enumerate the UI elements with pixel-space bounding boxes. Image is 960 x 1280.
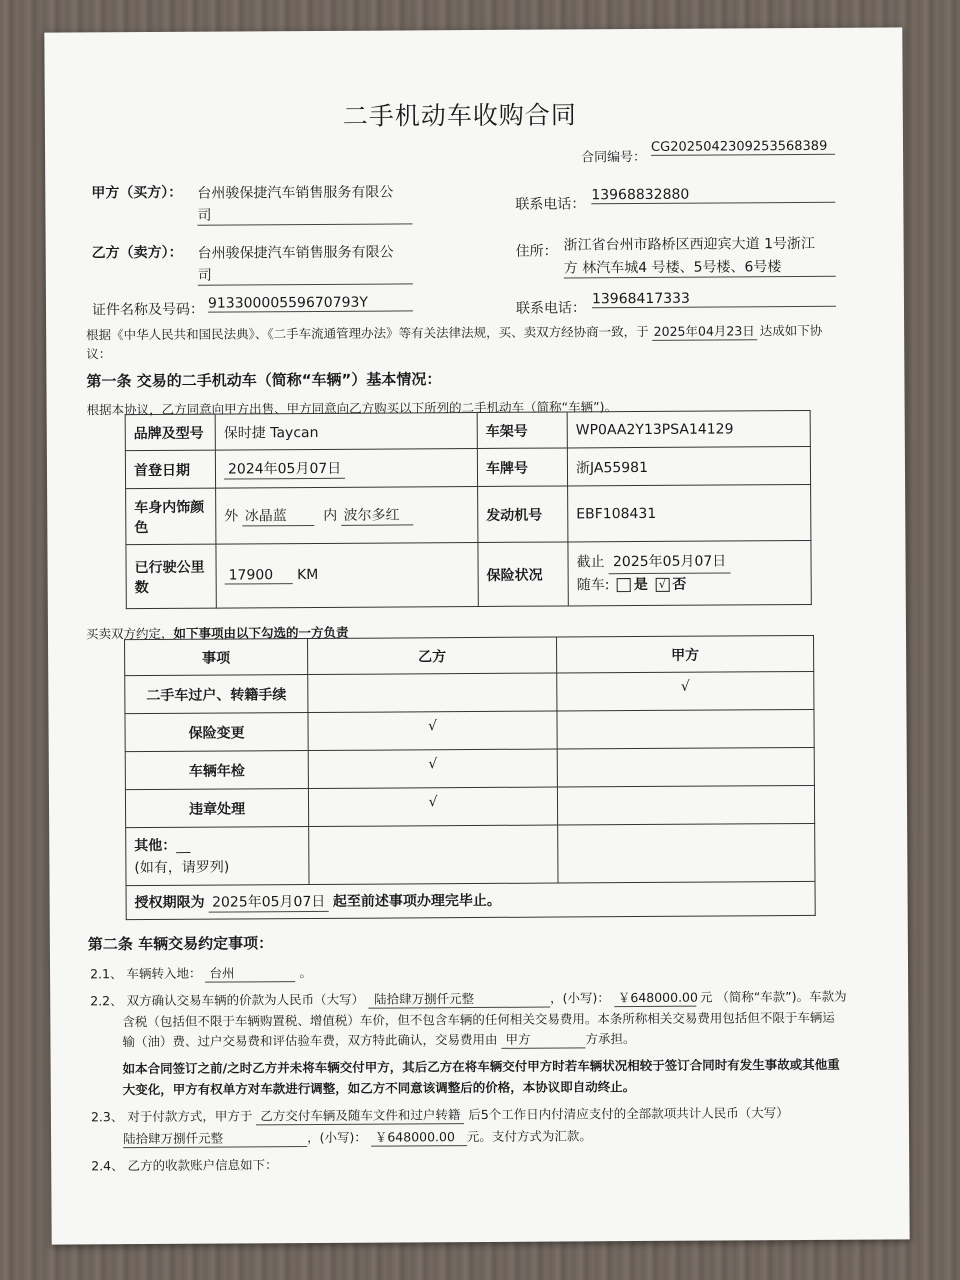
engine-label: 发动机号 — [478, 486, 568, 543]
duty-other-party-b — [309, 825, 558, 885]
preamble-text-end: 达成如下协 — [759, 322, 823, 339]
party-a-name-line1: 台州骏保捷汽车销售服务有限公 — [197, 184, 394, 202]
id-label: 证件名称及号码： — [91, 301, 205, 319]
adjustment-para-line2: 大变化，甲方有权单方对车款进行调整，如乙方不同意该调整后的价格，本协议即自动终止。 — [122, 1079, 636, 1098]
clause-2-3-text3: ，(小写)： — [307, 1129, 367, 1146]
duty-intro-plain: 买卖双方约定， — [85, 625, 174, 642]
address-line1: 浙江省台州市路桥区西迎宾大道 1号浙江 — [563, 235, 816, 254]
yes-label: 是 — [633, 576, 648, 594]
clause-2-2-text3: 元 （简称“车款”)。车款为 — [699, 988, 847, 1005]
duty-row-item: 车辆年检 — [125, 751, 308, 790]
clause-2-3-line1 — [91, 1103, 789, 1126]
clause-2-1-end: 。 — [299, 965, 312, 981]
insurance-until-date: 2025年05月07日 — [609, 550, 730, 574]
first-reg-cell — [215, 448, 477, 488]
clause-2-3-text2: 后5个工作日内付清应支付的全部款项共计人民币（大写） — [468, 1105, 789, 1123]
payment-in-figures: ￥648000.00 — [371, 1127, 467, 1147]
clause-num: 2.2、 — [90, 993, 123, 1009]
first-reg-label: 首登日期 — [125, 450, 215, 489]
transfer-destination: 台州 — [205, 963, 295, 983]
mileage-unit: KM — [297, 566, 319, 584]
duty-row-party-b — [308, 673, 557, 713]
auth-date: 2025年05月07日 — [209, 891, 328, 913]
with-car-label: 随车: — [576, 577, 610, 594]
preamble-line2: 议： — [86, 346, 112, 362]
party-b-phone-label: 联系电话： — [515, 300, 587, 317]
brand-value: 保时捷 Taycan — [215, 412, 477, 450]
clause-2-1-label: 车辆转入地： — [126, 965, 202, 982]
id-value: 91330000559670793Y — [208, 294, 413, 312]
color-label — [126, 488, 216, 545]
engine-value: EBF108431 — [568, 484, 811, 541]
yes-checkbox[interactable] — [617, 578, 631, 592]
duty-other-label: 其他： — [134, 837, 177, 854]
duty-row-party-a — [557, 709, 814, 749]
authorization-cell — [126, 881, 815, 919]
duty-row-party-a — [557, 747, 814, 787]
duty-table — [124, 635, 816, 920]
clause-2-3-text4: 元。支付方式为汇款。 — [466, 1128, 592, 1145]
exterior-value: 冰晶蓝 — [243, 505, 315, 526]
party-a-name-line2: 司 — [197, 203, 412, 225]
preamble-text: 根据《中华人民共和国民法典》、《二手车流通管理办法》等有关法律法规，买、卖双方经协商一致，于 — [86, 323, 649, 343]
clause-2-2-line1 — [90, 987, 847, 1011]
preamble-date: 2025年04月23日 — [652, 321, 757, 341]
clause-2-1 — [90, 963, 312, 983]
interior-value: 波尔多红 — [342, 504, 414, 525]
no-checkbox[interactable] — [655, 578, 669, 592]
duty-row-party-a — [557, 785, 814, 825]
clause-num: 2.4、 — [91, 1158, 124, 1174]
duty-intro-bold: 如下事项由以下勾选的一方负责 — [173, 624, 349, 641]
clause-2-2-text5: 方承担。 — [585, 1031, 636, 1047]
payment-in-words: 陆拾肆万捌仟元整 — [123, 1128, 307, 1148]
contract-no-label: 合同编号： — [581, 149, 647, 166]
fee-payer: 甲方 — [501, 1029, 585, 1049]
color-label-line1: 车身内饰颜 — [134, 499, 205, 516]
checkmark-icon: √ — [658, 577, 666, 591]
clause-num: 2.1、 — [90, 966, 123, 982]
duty-row-party-a: √ — [557, 671, 814, 711]
party-a-phone: 13968832880 — [591, 186, 835, 204]
brand-label: 品牌及型号 — [125, 414, 215, 451]
clause-2-2-line2: 含税（包括但不限于车辆购置税、增值税）车价，但不包含车辆的任何相关交易费用。本条所称相关交易费用包括但不限于车辆运 — [122, 1009, 835, 1030]
duty-row-item: 违章处理 — [125, 789, 308, 828]
insurance-label: 保险状况 — [478, 542, 568, 607]
contract-no: CG2025042309253568389 — [651, 139, 835, 156]
duty-header-party-a: 甲方 — [557, 635, 814, 673]
clause-2-2-text1: 双方确认交易车辆的价款为人民币（大写） — [126, 991, 365, 1009]
party-b-name-line1: 台州骏保捷汽车销售服务有限公 — [197, 244, 394, 262]
vin-label: 车架号 — [477, 412, 567, 449]
article1-intro: 根据本协议，乙方同意向甲方出售、甲方同意向乙方购买以下所列的二手机动车（简称“车辆”)。 — [86, 399, 617, 418]
party-b-name-line2: 司 — [198, 263, 413, 285]
duty-header-party-b: 乙方 — [308, 637, 557, 675]
article1-title: 第一条 交易的二手机动车（简称“车辆”）基本情况： — [86, 370, 442, 391]
party-b-phone: 13968417333 — [592, 290, 836, 308]
no-label: 否 — [672, 576, 687, 593]
article2-title: 第二条 车辆交易约定事项： — [87, 934, 274, 954]
mileage-label — [126, 544, 216, 609]
duty-header-item: 事项 — [125, 639, 308, 676]
plate-value: 浙JA55981 — [567, 446, 810, 485]
vin-value: WP0AA2Y13PSA14129 — [567, 410, 810, 447]
mileage-cell — [216, 542, 478, 608]
payment-condition: 乙方交付车辆及随车文件和过户转籍 — [256, 1105, 464, 1125]
clause-2-2-text4: 输（油）费、过户交易费和评估验车费，双方特此确认，交易费用由 — [122, 1031, 498, 1050]
duty-row-party-b: √ — [308, 749, 557, 789]
party-b-label: 乙方（卖方）： — [91, 244, 183, 262]
contract-paper — [44, 27, 909, 1244]
duty-other-party-a — [558, 823, 815, 883]
duty-row-party-b: √ — [308, 711, 557, 751]
duty-other-cell — [126, 827, 309, 886]
address-line2: 方 林汽车城4 号楼、5号楼、6号楼 — [564, 256, 836, 279]
auth-prefix: 授权期限为 — [134, 894, 205, 912]
mileage-label-line2: 数 — [134, 579, 149, 596]
plate-label: 车牌号 — [477, 448, 567, 487]
color-label-line2: 色 — [134, 519, 149, 536]
duty-row-party-b: √ — [308, 787, 557, 827]
duty-row-item: 保险变更 — [125, 713, 308, 752]
vehicle-info-table — [125, 410, 812, 609]
exterior-prefix: 外 — [224, 508, 239, 525]
clause-2-4-text: 乙方的收款账户信息如下： — [127, 1157, 278, 1174]
duty-other-blank: __ — [176, 837, 191, 854]
clause-2-2-line3 — [122, 1029, 635, 1051]
price-in-words: 陆拾肆万捌仟元整 — [368, 989, 550, 1009]
price-in-figures: ￥648000.00 — [614, 988, 696, 1008]
auth-suffix: 起至前述事项办理完毕止。 — [332, 892, 501, 910]
interior-prefix: 内 — [323, 507, 338, 524]
clause-2-3-text1: 对于付款方式，甲方于 — [127, 1108, 253, 1125]
preamble-line1 — [86, 321, 822, 344]
address-label: 住所： — [515, 243, 558, 260]
party-a-phone-label: 联系电话： — [515, 196, 586, 213]
clause-2-3-line2 — [123, 1126, 592, 1148]
first-reg-value: 2024年05月07日 — [224, 458, 345, 480]
insurance-until-prefix: 截止 — [576, 554, 605, 571]
color-cell — [216, 486, 478, 544]
duty-other-note: (如有，请罗列) — [134, 859, 230, 876]
mileage-value: 17900 — [225, 567, 293, 584]
duty-row-item: 二手车过户、转籍手续 — [125, 675, 308, 714]
party-a-label: 甲方（买方）： — [91, 184, 183, 202]
document-title: 二手机动车收购合同 — [342, 100, 577, 131]
clause-2-4 — [91, 1155, 277, 1174]
clause-2-2-text2: ，(小写)： — [550, 990, 610, 1006]
insurance-cell — [568, 540, 811, 605]
mileage-label-line1: 已行驶公里 — [134, 559, 205, 576]
clause-num: 2.3、 — [90, 1109, 124, 1125]
adjustment-para-line1: 如本合同签订之前/之时乙方并未将车辆交付甲方，其后乙方在将车辆交付甲方时若车辆状况相较于签订合同时有发生事故或其他重 — [122, 1056, 840, 1077]
